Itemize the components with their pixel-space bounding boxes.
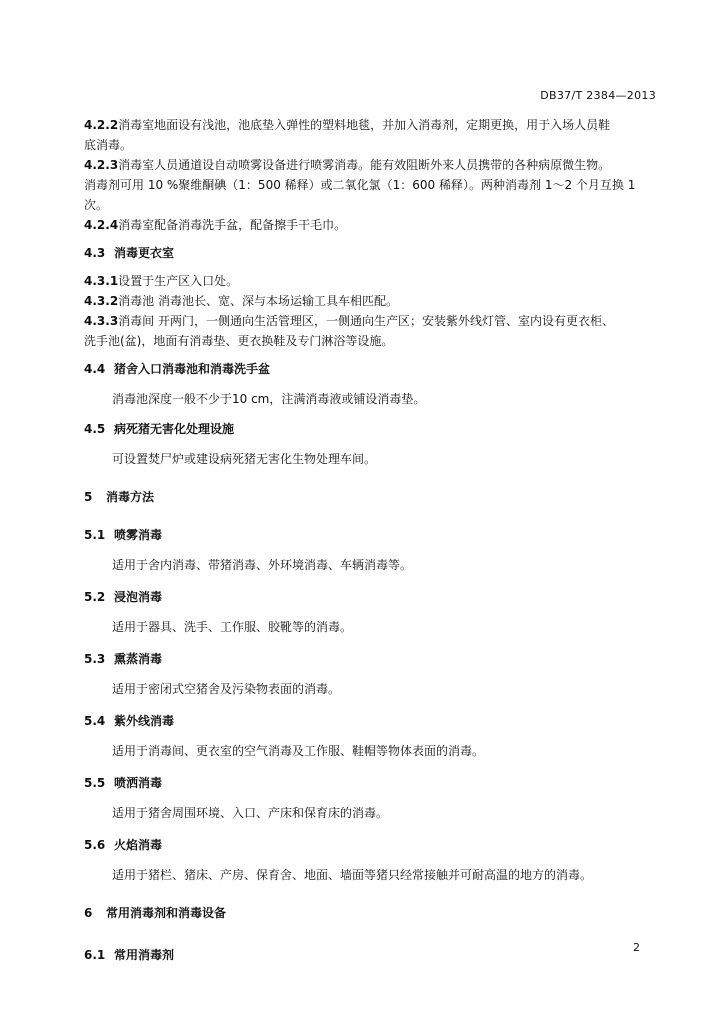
clause-number: 4.2.4 bbox=[84, 218, 119, 232]
section-5-4-text: 适用于消毒间、更衣室的空气消毒及工作服、鞋帽等物体表面的消毒。 bbox=[112, 744, 485, 758]
clause-number: 4.2.2 bbox=[84, 118, 119, 132]
heading-6 bbox=[84, 903, 659, 923]
heading-number: 5.3 bbox=[84, 652, 106, 666]
clause-text: 消毒室配备消毒洗手盆，配备擦手干毛巾。 bbox=[118, 218, 347, 232]
heading-number: 4.3 bbox=[84, 246, 106, 260]
heading-4-3 bbox=[84, 243, 659, 263]
clause-number: 4.2.3 bbox=[84, 158, 119, 172]
heading-5-5 bbox=[84, 773, 659, 793]
heading-number: 6 bbox=[84, 906, 93, 920]
heading-title: 病死猪无害化处理设施 bbox=[114, 422, 235, 436]
heading-title: 猪舍入口消毒池和消毒洗手盆 bbox=[114, 362, 271, 376]
heading-title: 火焰消毒 bbox=[114, 838, 163, 852]
heading-5-2 bbox=[84, 587, 659, 607]
heading-number: 5 bbox=[84, 490, 93, 504]
standard-code-header: DB37/T 2384—2013 bbox=[540, 89, 656, 102]
section-5-5-text: 适用于猪舍周围环境、入口、产床和保育床的消毒。 bbox=[112, 806, 389, 820]
heading-number: 4.4 bbox=[84, 362, 106, 376]
section-4-5-text: 可设置焚尸炉或建设病死猪无害化生物处理车间。 bbox=[112, 452, 377, 466]
clause-4-2-3 bbox=[84, 155, 659, 175]
heading-title: 消毒方法 bbox=[106, 490, 155, 504]
heading-title: 消毒更衣室 bbox=[114, 246, 175, 260]
section-4-4-text: 消毒池深度一般不少于10 cm，注满消毒液或铺设消毒垫。 bbox=[112, 392, 426, 406]
heading-4-4 bbox=[84, 359, 659, 379]
clause-number: 4.3.1 bbox=[84, 274, 119, 288]
clause-number: 4.3.3 bbox=[84, 314, 119, 328]
clause-text: 消毒间 开两门，一侧通向生活管理区，一侧通向生产区；安装紫外线灯管、室内设有更衣柜、 bbox=[118, 314, 614, 328]
heading-4-5 bbox=[84, 419, 659, 439]
clause-text-continued: 底消毒。 bbox=[84, 138, 133, 152]
heading-5-3 bbox=[84, 649, 659, 669]
heading-6-1 bbox=[84, 945, 659, 965]
heading-number: 5.6 bbox=[84, 838, 106, 852]
heading-number: 5.1 bbox=[84, 528, 106, 542]
heading-title: 熏蒸消毒 bbox=[114, 652, 163, 666]
section-5-3-text: 适用于密闭式空猪舍及污染物表面的消毒。 bbox=[112, 682, 341, 696]
clause-text-continued: 次。 bbox=[84, 198, 109, 212]
page-number: 2 bbox=[633, 941, 640, 954]
heading-number: 6.1 bbox=[84, 948, 106, 962]
clause-text: 消毒室人员通道设自动喷雾设备进行喷雾消毒。能有效阻断外来人员携带的各种病原微生物。 bbox=[118, 158, 611, 172]
heading-number: 5.2 bbox=[84, 590, 106, 604]
clause-text: 设置于生产区入口处。 bbox=[118, 274, 239, 288]
heading-5-6 bbox=[84, 835, 659, 855]
document-body bbox=[84, 115, 659, 965]
heading-5-4 bbox=[84, 711, 659, 731]
clause-4-3-1 bbox=[84, 271, 659, 291]
clause-text-continued: 消毒剂可用 10 %聚维酮碘（1：500 稀释）或二氧化氯（1：600 稀释）。两种消毒剂 1～2 个月互换 1 bbox=[84, 178, 636, 192]
heading-title: 常用消毒剂和消毒设备 bbox=[106, 906, 227, 920]
section-5-1-text: 适用于舍内消毒、带猪消毒、外环境消毒、车辆消毒等。 bbox=[112, 558, 413, 572]
section-5-2-text: 适用于器具、洗手、工作服、胶靴等的消毒。 bbox=[112, 620, 353, 634]
clause-text: 消毒室地面设有浅池，池底垫入弹性的塑料地毯，并加入消毒剂，定期更换，用于入场人员鞋 bbox=[118, 118, 611, 132]
clause-text: 消毒池 消毒池长、宽、深与本场运输工具车相匹配。 bbox=[118, 294, 398, 308]
heading-number: 4.5 bbox=[84, 422, 106, 436]
clause-4-3-3 bbox=[84, 311, 659, 331]
heading-title: 紫外线消毒 bbox=[114, 714, 175, 728]
heading-title: 常用消毒剂 bbox=[114, 948, 175, 962]
clause-text-continued: 洗手池(盆)，地面有消毒垫、更衣换鞋及专门淋浴等设施。 bbox=[84, 334, 394, 348]
heading-number: 5.5 bbox=[84, 776, 106, 790]
clause-number: 4.3.2 bbox=[84, 294, 119, 308]
clause-4-2-2 bbox=[84, 115, 659, 135]
section-5-6-text: 适用于猪栏、猪床、产房、保育舍、地面、墙面等猪只经常接触并可耐高温的地方的消毒。 bbox=[112, 868, 593, 882]
heading-title: 喷洒消毒 bbox=[114, 776, 163, 790]
heading-5 bbox=[84, 487, 659, 507]
heading-title: 喷雾消毒 bbox=[114, 528, 163, 542]
clause-4-2-4 bbox=[84, 215, 659, 235]
heading-5-1 bbox=[84, 525, 659, 545]
clause-4-3-2 bbox=[84, 291, 659, 311]
heading-title: 浸泡消毒 bbox=[114, 590, 163, 604]
heading-number: 5.4 bbox=[84, 714, 106, 728]
